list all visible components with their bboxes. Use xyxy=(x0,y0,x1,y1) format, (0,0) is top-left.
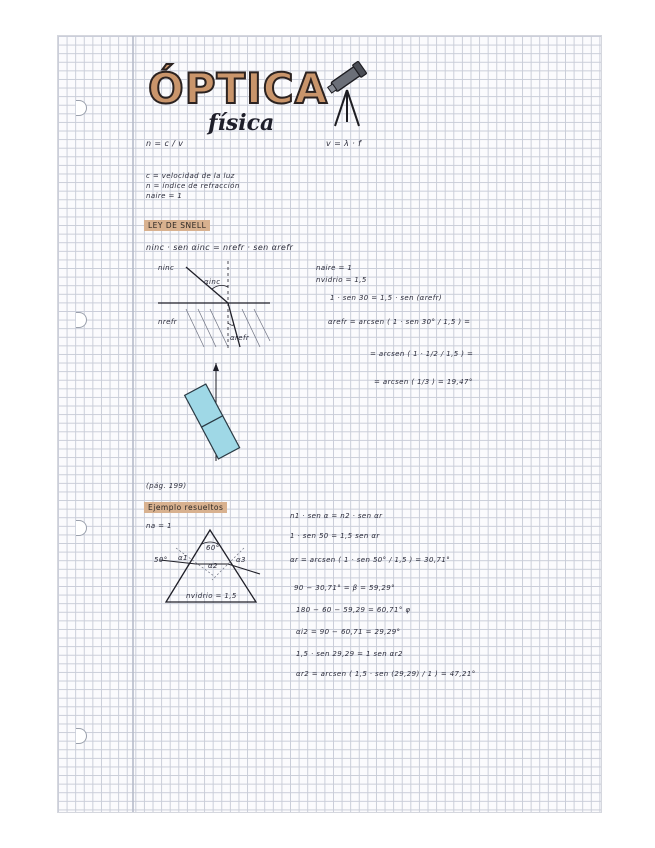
punch-hole xyxy=(76,520,87,536)
glass-block-diagram xyxy=(178,361,248,471)
example-step: αr2 = arcsen ( 1,5 · sen (29,29) / 1 ) = 47,21° xyxy=(296,670,476,678)
page-title: ÓPTICA xyxy=(148,64,329,113)
example-step: 90 − 30,71° = β = 59,29° xyxy=(294,584,395,592)
calculation-step: = arcsen ( 1 · 1/2 / 1,5 ) = xyxy=(370,350,474,358)
diagram-label-ninc: ninc xyxy=(158,264,175,272)
example-step: αi2 = 90 − 60,71 = 29,29° xyxy=(296,628,401,636)
example-given: na = 1 xyxy=(146,522,172,530)
example-step: 180 − 60 − 59,29 = 60,71° φ xyxy=(296,606,411,614)
punch-hole xyxy=(76,100,87,116)
notebook-page xyxy=(58,36,601,812)
prism-label-apex: 60° xyxy=(206,544,220,552)
definition-line: c = velocidad de la luz xyxy=(146,172,235,180)
formula-refractive-index: n = c / v xyxy=(146,139,184,148)
page-reference: (pág. 199) xyxy=(146,482,187,490)
snell-law-formula: ninc · sen αinc = nrefr · sen αrefr xyxy=(146,243,294,252)
punch-hole xyxy=(76,312,87,328)
section-heading-example: Ejemplo resueltos xyxy=(144,502,227,513)
diagram-label-angle-inc: αinc xyxy=(204,278,221,286)
example-step: n1 · sen α = n2 · sen αr xyxy=(290,512,383,520)
page-subtitle: física xyxy=(208,110,275,136)
formula-wave-speed: v = λ · f xyxy=(326,139,362,148)
calculation-step: αrefr = arcsen ( 1 · sen 30° / 1,5 ) = xyxy=(328,318,471,326)
diagram-label-nrefr: nrefr xyxy=(158,318,177,326)
given-value: nvidrio = 1,5 xyxy=(316,276,367,284)
diagram-label-angle-refr: αrefr xyxy=(230,334,250,342)
refraction-diagram xyxy=(158,261,278,351)
given-value: naire = 1 xyxy=(316,264,353,272)
definition-line: n = índice de refracción xyxy=(146,182,240,190)
margin-line xyxy=(132,36,134,812)
prism-label-incidence: 50° xyxy=(154,556,168,564)
calculation-step: 1 · sen 30 = 1,5 · sen (αrefr) xyxy=(330,294,442,302)
calculation-step: = arcsen ( 1/3 ) = 19,47° xyxy=(374,378,473,386)
prism-label-index: nvidrio = 1,5 xyxy=(186,592,237,600)
example-step: 1,5 · sen 29,29 = 1 sen αr2 xyxy=(296,650,403,658)
example-step: 1 · sen 50 = 1,5 sen αr xyxy=(290,532,380,540)
prism-label-a3: α3 xyxy=(236,556,246,564)
definition-line: naire = 1 xyxy=(146,192,183,200)
example-step: αr = arcsen ( 1 · sen 50° / 1,5 ) = 30,71° xyxy=(290,556,451,564)
section-heading-snell: LEY DE SNELL xyxy=(144,220,210,231)
telescope-icon xyxy=(323,60,373,130)
prism-label-a1: α1 xyxy=(178,554,188,562)
prism-label-a2: α2 xyxy=(208,562,218,570)
punch-hole xyxy=(76,728,87,744)
